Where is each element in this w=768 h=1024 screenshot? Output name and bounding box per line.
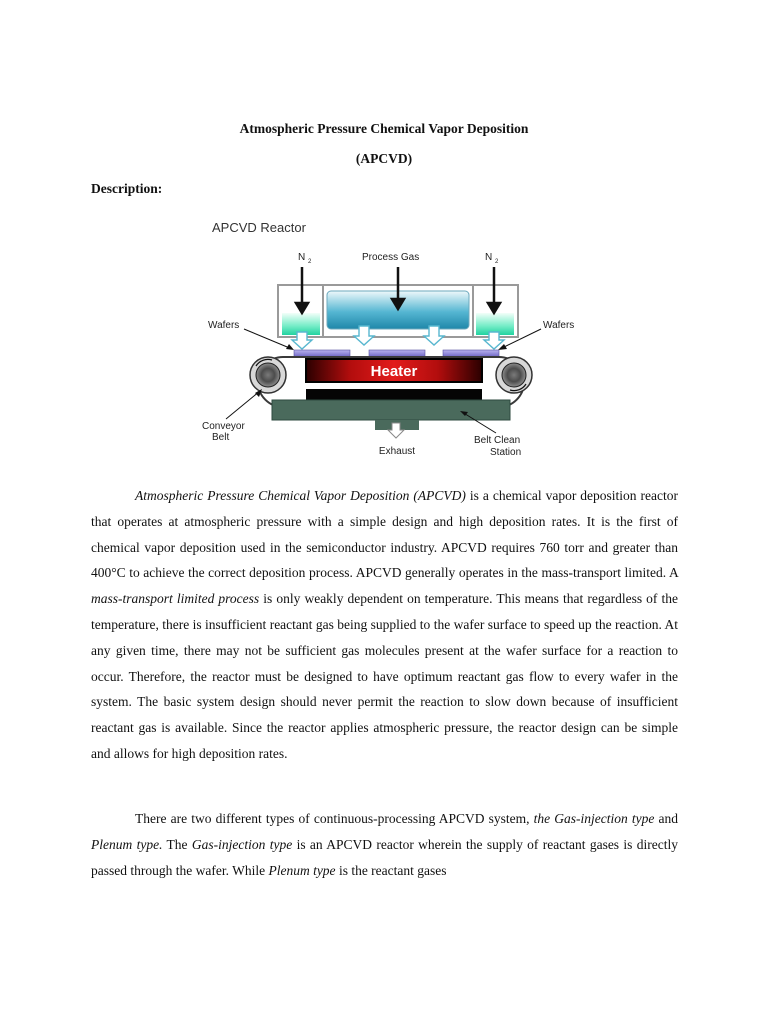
section-heading: Description: <box>91 181 163 196</box>
heater <box>306 359 482 404</box>
belt-clean-station-label <box>474 435 523 458</box>
n2-right-label: N <box>485 252 493 263</box>
base-plate <box>272 400 510 438</box>
paragraph2-text-a: There are two different types of continuous-processing APCVD system, <box>135 811 534 826</box>
document-title-abbreviation: (APCVD) <box>355 151 413 166</box>
paragraph2-text-b: and <box>654 811 679 826</box>
svg-text:N 2 <box>298 252 312 265</box>
term-gas-injection-type-2: Gas-injection type <box>191 836 293 852</box>
wafers <box>294 350 499 357</box>
process-gas-label: Process Gas <box>362 252 420 263</box>
heater-label: Heater <box>370 363 418 380</box>
body-paragraph-1 <box>91 483 678 767</box>
svg-text:N 2 <box>485 252 499 265</box>
document-title: Atmospheric Pressure Chemical Vapor Deposition <box>239 121 529 136</box>
term-plenum-type-2: Plenum type <box>268 862 336 878</box>
conveyor-label-line1: Conveyor <box>202 421 245 432</box>
conveyor-belt-label <box>202 421 248 443</box>
wafers-left-label: Wafers <box>208 320 240 331</box>
term-apcvd: Atmospheric Pressure Chemical Vapor Deposition (APCVD) <box>135 488 466 503</box>
belt-clean-label-line1: Belt Clean <box>474 435 521 446</box>
term-gas-injection-type: the Gas-injection type <box>533 811 655 826</box>
n2-right-subscript: 2 <box>495 259 499 265</box>
paragraph1-text-a: is a chemical vapor deposition reactor that operates at atmospheric pressure with a simple design and high deposition rates. It is the first of chemical vapor deposition used in the semiconductor industry. APCVD requires 760 torr and greater than 400°C to achieve the correct deposition process. APCVD generally operates in the mass-transport limited. A <box>91 488 678 581</box>
n2-left-label: N <box>298 252 306 263</box>
body-paragraph-2 <box>91 806 678 883</box>
diagram-title: APCVD Reactor <box>212 220 306 235</box>
term-mass-transport-limited: mass-transport limited process <box>91 591 260 607</box>
exhaust-label: Exhaust <box>378 446 416 457</box>
paragraph2-text-d: is an APCVD reactor wherein the supply of reactant gases is directly passed through the wafer. While <box>91 836 678 878</box>
apcvd-reactor-diagram <box>196 215 586 465</box>
conveyor-label-line2: Belt <box>212 432 230 443</box>
paragraph2-text-e: is the reactant gases <box>335 862 447 878</box>
n2-left-subscript: 2 <box>308 259 312 265</box>
paragraph1-text-b: is only weakly dependent on temperature. This means that regardless of the temperature, there is insufficient reactant gas being supplied to the wafer surface to speed up the reaction. At any given time, there may not be sufficient gas molecules present at the wafer surface for a reaction to occur. Therefore, the reactor must be designed to have optimum reactant gas flow to every wafer in the system. The basic system design should never permit the reaction to slow down because of insufficient reactant gas is available. Since the reactor applies atmospheric pressure, the reactor design can be simple and allows for high deposition rates. <box>91 591 678 761</box>
wafers-right-label: Wafers <box>543 320 575 331</box>
belt-clean-label-line2: Station <box>490 447 522 458</box>
term-plenum-type: Plenum type. <box>91 836 163 852</box>
paragraph2-text-c: The <box>162 836 192 852</box>
